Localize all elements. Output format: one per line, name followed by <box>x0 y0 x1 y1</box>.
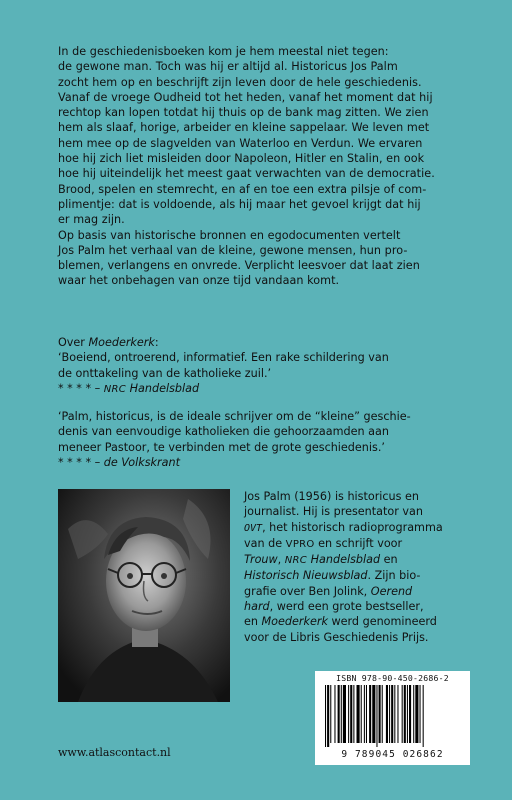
bio-line <box>244 520 474 536</box>
isbn-barcode <box>315 671 470 765</box>
blurb-line: Vanaf de vroege Oudheid tot het heden, vanaf het moment dat hij <box>58 90 433 104</box>
barcode-bars <box>323 685 462 747</box>
review-source <box>58 455 468 470</box>
reviews-section <box>58 335 468 470</box>
barcode-bar <box>404 685 406 743</box>
bio-text: van de <box>244 536 286 550</box>
review-quote-line: ‘Boeiend, ontroerend, informatief. Een rake schildering van <box>58 351 389 365</box>
bio-line <box>244 536 474 552</box>
bio-line: Jos Palm (1956) is historicus en <box>244 490 420 503</box>
barcode-bar <box>386 685 388 743</box>
blurb-line: waar het onbehagen van onze tijd vandaan komt. <box>58 274 340 288</box>
bio-line <box>244 614 474 629</box>
bio-text: en schrijft voor <box>314 536 403 550</box>
barcode-bar <box>350 685 352 743</box>
author-portrait-illustration <box>58 489 230 702</box>
author-bio <box>244 489 474 645</box>
barcode-bar <box>327 685 329 747</box>
barcode-bar <box>348 685 349 743</box>
barcode-bar <box>413 685 414 743</box>
barcode-bar <box>415 685 418 743</box>
bio-line <box>244 599 474 614</box>
review-source <box>58 381 468 397</box>
barcode-bar <box>372 685 375 743</box>
bio-text: en <box>380 553 398 567</box>
barcode-bar <box>364 685 365 743</box>
blurb-line: blemen, verlangens en onvrede. Verplicht leesvoer dat laat zien <box>58 259 420 273</box>
barcode-bar <box>341 685 342 743</box>
bio-text: en <box>244 615 262 629</box>
barcode-bar <box>382 685 383 743</box>
blurb-line: de gewone man. Toch was hij er altijd al. Historicus Jos Palm <box>58 60 398 74</box>
barcode-bar <box>394 685 395 743</box>
bio-newspaper: Trouw <box>244 553 278 567</box>
bio-book-title: hard <box>244 600 270 614</box>
review-stars: * * * * – <box>58 456 104 470</box>
blurb-line: hem als slaaf, horige, arbeider en kleine sappelaar. We leven met <box>58 121 430 135</box>
barcode-bar <box>423 685 424 747</box>
bio-newspaper: Handelsblad <box>307 553 381 567</box>
bio-book-title: Oerend <box>370 584 413 598</box>
review-heading <box>58 335 468 350</box>
blurb-line: Op basis van historische bronnen en egodocumenten vertelt <box>58 228 401 242</box>
blurb-line: zocht hem op en beschrijft zijn leven door de hele geschiedenis. <box>58 75 422 89</box>
barcode-bar <box>379 685 381 743</box>
blurb-line: hem mee op de slagvelden van Waterloo en Verdun. We ervaren <box>58 136 423 150</box>
review-heading-prefix: Over <box>58 336 89 349</box>
bio-text: , het historisch radioprogramma <box>262 520 443 534</box>
barcode-bar <box>389 685 390 743</box>
bio-program-name: OVT <box>244 522 263 534</box>
bio-broadcaster: VPRO <box>285 538 315 550</box>
blurb-line: Jos Palm het verhaal van de kleine, gewone mensen, hun pro- <box>58 243 408 257</box>
bio-line <box>244 584 474 599</box>
barcode-bar <box>391 685 393 743</box>
blurb-line: rechtop kan lopen totdat hij thuis op de bank mag zitten. We zien <box>58 106 429 120</box>
review-quote-line: denis van eenvoudige katholieken die gehoorzaamden aan <box>58 425 389 439</box>
barcode-bar <box>330 685 331 743</box>
review-source-sc: NRC <box>103 383 127 395</box>
barcode-bar <box>407 685 408 743</box>
barcode-bar <box>369 685 371 743</box>
review-stars: * * * * – <box>58 381 104 395</box>
bio-book-title: Moederkerk <box>261 615 328 629</box>
barcode-bar <box>397 685 398 743</box>
barcode-bar <box>338 685 340 743</box>
barcode-bar <box>402 685 403 743</box>
blurb-line: er mag zijn. <box>58 213 125 227</box>
barcode-bar <box>353 685 354 743</box>
bio-text: . Zijn bio- <box>367 569 421 583</box>
barcode-bar <box>366 685 367 743</box>
barcode-bar <box>343 685 346 743</box>
barcode-digits: 9 789045 026862 <box>341 749 444 760</box>
bio-line <box>244 568 474 583</box>
review-source-name: Handelsblad <box>126 381 200 395</box>
barcode-bar <box>325 685 326 747</box>
blurb-line: hoe hij zich liet misleiden door Napoleon, Hitler en Stalin, en ook <box>58 152 425 166</box>
barcode-bar <box>420 685 421 743</box>
blurb-line: In de geschiedenisboeken kom je hem meestal niet tegen: <box>58 45 389 58</box>
review-quote-line: meneer Pastoor, te verbinden met de grote geschiedenis.’ <box>58 440 385 454</box>
review-heading-title: Moederkerk <box>88 336 155 349</box>
review-quote-line: de onttakeling van de katholieke zuil.’ <box>58 366 272 380</box>
bio-text: werd genomineerd <box>327 615 437 629</box>
bio-magazine: Historisch Nieuwsblad <box>244 569 368 583</box>
blurb-line: hoe hij uiteindelijk het meest gaat verwachten van de democratie. <box>58 167 435 181</box>
isbn-label: ISBN 978-90-450-2686-2 <box>336 673 449 683</box>
review-heading-suffix: : <box>154 336 159 349</box>
barcode-bar <box>357 685 360 743</box>
blurb-line: plimentje: dat is voldoende, als hij maar het gevoel krijgt dat hij <box>58 197 421 211</box>
review-source-name: de Volkskrant <box>103 456 180 470</box>
blurb-line: Brood, spelen en stemrecht, en af en toe een extra pilsje of com- <box>58 182 427 196</box>
author-photo <box>58 489 230 702</box>
barcode-bar <box>334 685 335 743</box>
barcode-bar <box>361 685 362 743</box>
bio-text: , <box>277 553 285 567</box>
bio-text: grafie over Ben Jolink, <box>244 584 371 598</box>
barcode-bar <box>409 685 411 743</box>
blurb-text <box>58 44 464 289</box>
bio-newspaper-sc: NRC <box>284 555 308 567</box>
bio-line: journalist. Hij is presentator van <box>244 505 423 519</box>
bio-line: voor de Libris Geschiedenis Prijs. <box>244 630 429 644</box>
review-quote-line: ‘Palm, historicus, is de ideale schrijver om de “kleine” geschie- <box>58 410 411 424</box>
publisher-website: www.atlascontact.nl <box>58 746 171 759</box>
bio-text: , werd een grote bestseller, <box>269 600 424 614</box>
barcode-bar <box>376 685 377 747</box>
bio-line <box>244 552 474 568</box>
